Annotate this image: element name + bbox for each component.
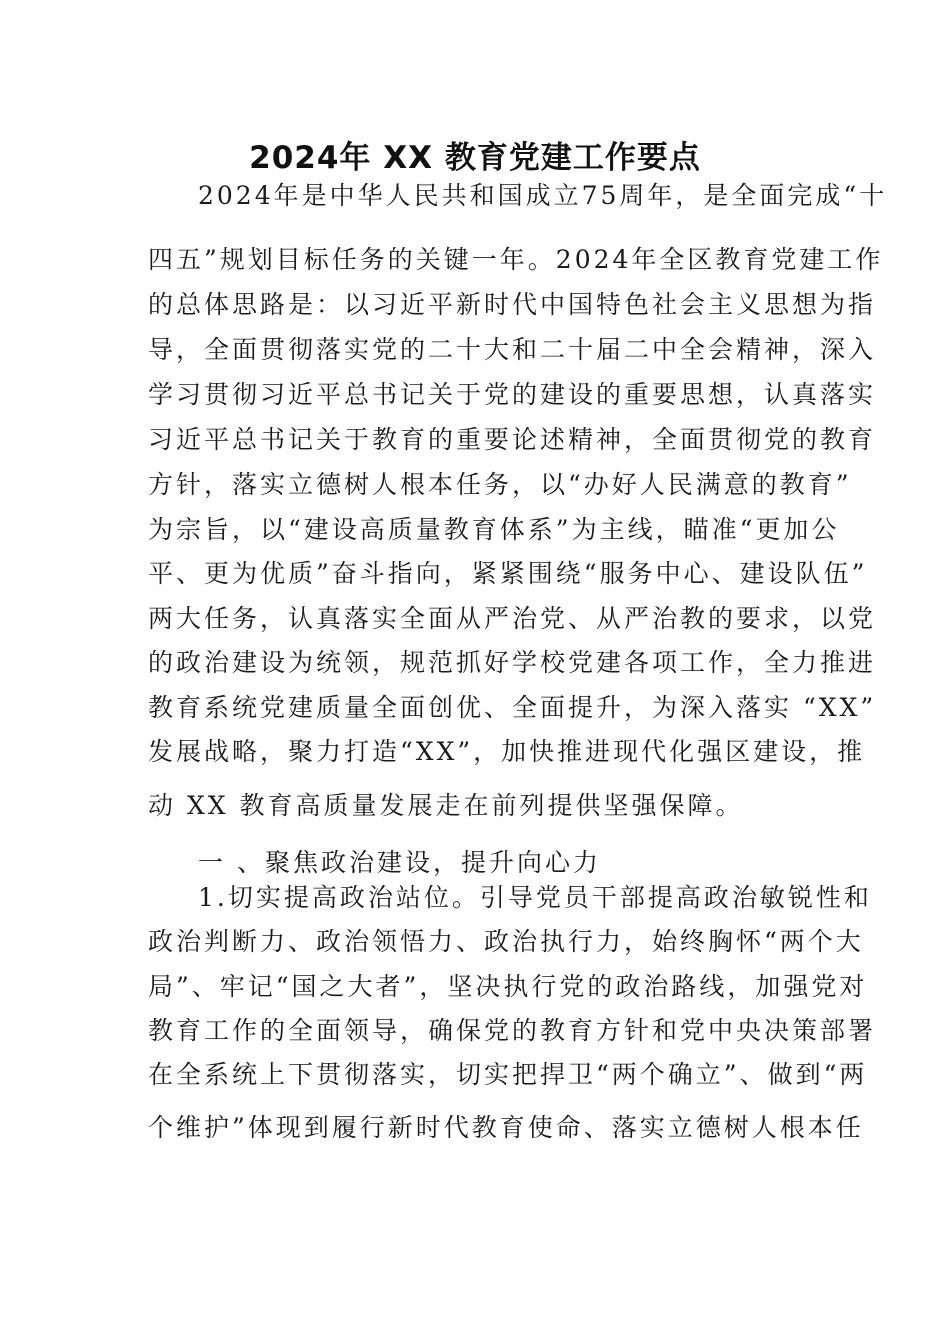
- paragraph-line: 教育工作的全面领导，确保党的教育方针和党中央决策部署: [148, 1016, 877, 1045]
- paragraph-line: 2024年是中华人民共和国成立75周年，是全面完成“十: [198, 181, 888, 210]
- paragraph-line: 1.切实提高政治站位。引导党员干部提高政治敏锐性和: [198, 883, 872, 912]
- paragraph-line: 政治判断力、政治领悟力、政治执行力，始终胸怀“两个大: [148, 927, 864, 956]
- paragraph-line: 局”、牢记“国之大者”，坚决执行党的政治路线，加强党对: [148, 972, 868, 1001]
- paragraph-line: 个维护”体现到履行新时代教育使命、落实立德树人根本任: [148, 1113, 864, 1142]
- paragraph-line: 发展战略，聚力打造“XX”，加快推进现代化强区建设，推: [148, 737, 866, 766]
- paragraph-line: 的政治建设为统领，规范抓好学校党建各项工作，全力推进: [148, 648, 877, 677]
- document-title: 2024年 XX 教育党建工作要点: [249, 140, 701, 176]
- paragraph-line: 四五”规划目标任务的关键一年。2024年全区教育党建工作: [148, 245, 884, 274]
- paragraph-line: 为宗旨，以“建设高质量教育体系”为主线，瞄准“更加公: [148, 515, 840, 544]
- section-heading: 一 、聚焦政治建设，提升向心力: [198, 848, 601, 877]
- paragraph-line: 平、更为优质”奋斗指向，紧紧围绕“服务中心、建设队伍”: [148, 559, 868, 588]
- paragraph-line: 导，全面贯彻落实党的二十大和二十届二中全会精神，深入: [148, 335, 877, 364]
- paragraph-line: 学习贯彻习近平总书记关于党的建设的重要思想，认真落实: [148, 380, 877, 409]
- paragraph-line: 动 XX 教育高质量发展走在前列提供坚强保障。: [148, 791, 744, 820]
- paragraph-line: 方针，落实立德树人根本任务，以“办好人民满意的教育”: [148, 470, 852, 499]
- paragraph-line: 教育系统党建质量全面创优、全面提升，为深入落实 “XX”: [148, 693, 877, 722]
- paragraph-line: 在全系统上下贯彻落实，切实把捍卫“两个确立”、做到“两: [148, 1060, 868, 1089]
- paragraph-line: 习近平总书记关于教育的重要论述精神，全面贯彻党的教育: [148, 425, 877, 454]
- paragraph-line: 的总体思路是：以习近平新时代中国特色社会主义思想为指: [148, 290, 877, 319]
- paragraph-line: 两大任务，认真落实全面从严治党、从严治教的要求，以党: [148, 604, 877, 633]
